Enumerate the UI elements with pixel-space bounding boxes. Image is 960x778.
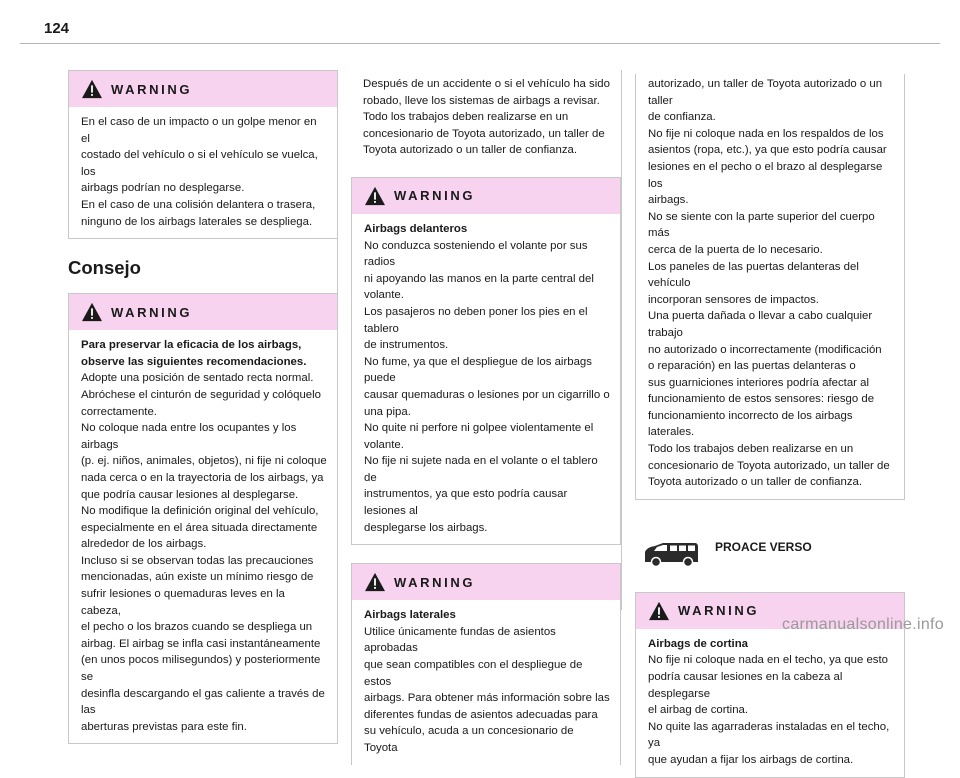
warning-body	[352, 600, 620, 764]
warning-header	[352, 178, 620, 214]
text-line: volante.	[364, 289, 404, 302]
warning-header	[69, 294, 337, 330]
text-line: Incluso si se observan todas las precauciones	[81, 554, 314, 567]
warning-label: WARNING	[394, 574, 476, 590]
text-line: airbags. Para obtener más información sobre las	[364, 692, 610, 705]
text-line: (p. ej. niños, animales, objetos), ni fije ni coloque	[81, 455, 327, 468]
text-line: En el caso de una colisión delantera o trasera,	[81, 198, 316, 211]
text-line: No coloque nada entre los ocupantes y los airbags	[81, 422, 297, 451]
text-line: No conduzca sosteniendo el volante por sus radios	[364, 239, 588, 269]
text-line: ninguno de los airbags laterales se despliega.	[81, 215, 313, 228]
text-line: de instrumentos.	[364, 339, 449, 352]
text-line: no autorizado o incorrectamente (modificación	[648, 343, 882, 356]
section-title: Consejo	[68, 257, 141, 279]
text-line: especialmente en el área situada directamente	[81, 521, 318, 534]
text-line: Toyota autorizado o un taller de confianza.	[648, 476, 863, 489]
text-line: Todo los trabajos deben realizarse en un	[363, 111, 569, 124]
text-line: No fije ni coloque nada en los respaldos de los	[648, 127, 884, 140]
column-1	[68, 70, 338, 744]
text-line: Los pasajeros no deben poner los pies en el tablero	[364, 305, 588, 335]
text-line: robado, lleve los sistemas de airbags a revisar.	[363, 94, 600, 107]
text-line: No se siente con la parte superior del cuerpo más	[648, 210, 875, 240]
continued-text	[351, 74, 621, 167]
text-line: que podría causar lesiones al desplegarse.	[81, 488, 299, 501]
warning-triangle-icon	[81, 302, 103, 322]
text-line: No modifique la definición original del vehículo,	[81, 505, 319, 518]
column-divider	[621, 70, 622, 610]
warning-box-front-airbags	[351, 177, 621, 545]
text-line: No quite ni perfore ni golpee violentamente el	[364, 422, 594, 435]
text-line: lesiones en el pecho o el brazo al desplegarse los	[648, 160, 883, 190]
text-line: Toyota autorizado o un taller de confianza.	[363, 144, 578, 157]
vehicle-row	[635, 526, 905, 580]
warning-body	[636, 629, 904, 777]
van-icon	[641, 538, 701, 568]
text-line: No fije ni coloque nada en el techo, ya que esto	[648, 654, 889, 667]
text-line: podría causar lesiones en la cabeza al desplegarse	[648, 671, 843, 700]
text-line: cerca de la puerta de lo necesario.	[648, 243, 823, 256]
warning-label: WARNING	[111, 81, 193, 97]
text-line: nada cerca o en la trayectoria de los airbags, ya	[81, 471, 324, 484]
text-line: concesionario de Toyota autorizado, un taller de	[648, 459, 890, 472]
text-line: aberturas previstas para este fin.	[81, 720, 247, 733]
text-line: alrededor de los airbags.	[81, 538, 207, 551]
warning-header	[352, 564, 620, 600]
text-line: el airbag de cortina.	[648, 704, 749, 717]
warning-body	[69, 107, 337, 238]
text-line: diferentes fundas de asientos adecuadas para	[364, 708, 598, 721]
warning-triangle-icon	[81, 79, 103, 99]
warning-triangle-icon	[648, 601, 670, 621]
text-line: que sean compatibles con el despliegue de estos	[364, 659, 583, 688]
text-line: correctamente.	[81, 405, 157, 418]
text-line: instrumentos, ya que esto podría causar lesiones al	[364, 488, 568, 518]
warning-label: WARNING	[394, 188, 476, 204]
text-line: autorizado, un taller de Toyota autorizado o un taller	[648, 78, 883, 107]
warning-box-impact	[68, 70, 338, 239]
text-line: el pecho o los brazos cuando se despliega un	[81, 621, 313, 634]
text-line: una pipa.	[364, 405, 411, 418]
text-line: incorporan sensores de impactos.	[648, 293, 819, 306]
text-line: Utilice únicamente fundas de asientos aprobadas	[364, 625, 556, 655]
text-line: sufrir lesiones o quemaduras leves en la cabeza,	[81, 588, 285, 617]
text-line: concesionario de Toyota autorizado, un taller de	[363, 127, 605, 140]
column-divider	[337, 70, 338, 610]
text-line: Los paneles de las puertas delanteras del vehículo	[648, 260, 859, 290]
warning-body	[69, 330, 337, 743]
text-line: airbags podrían no desplegarse.	[81, 182, 245, 195]
vehicle-label: PROACE VERSO	[715, 539, 812, 554]
column-3	[635, 74, 905, 778]
bold-line: observe las siguientes recomendaciones.	[81, 355, 307, 368]
text-line: ni apoyando las manos en la parte central del	[364, 272, 594, 285]
text-line: Después de un accidente o si el vehículo ha sido	[363, 78, 610, 90]
warning-triangle-icon	[364, 186, 386, 206]
bold-line: Para preservar la eficacia de los airbags,	[81, 339, 302, 352]
warning-box-side-airbags	[351, 563, 621, 764]
box-heading: Airbags laterales	[364, 609, 456, 622]
watermark: carmanualsonline.info	[782, 616, 944, 633]
continued-text	[636, 74, 904, 499]
box-heading: Airbags de cortina	[648, 637, 749, 650]
text-line: Adopte una posición de sentado recta normal.	[81, 372, 314, 385]
page-number: 124	[44, 20, 70, 37]
text-line: sus guarniciones interiores podría afectar al	[648, 376, 869, 389]
text-line: costado del vehículo o si el vehículo se vuelca, los	[81, 149, 318, 178]
warning-label: WARNING	[111, 304, 193, 320]
header-rule	[20, 43, 940, 44]
text-line: volante.	[364, 438, 404, 451]
text-line: No fume, ya que el despliegue de los airbags puede	[364, 355, 592, 385]
text-line: Abróchese el cinturón de seguridad y colóquelo	[81, 388, 321, 401]
text-line: de confianza.	[648, 111, 716, 124]
text-line: (en unos pocos milisegundos) y posteriormente se	[81, 654, 321, 684]
warning-box-advice	[68, 293, 338, 744]
continued-box	[635, 74, 905, 500]
text-line: su vehículo, acuda a un concesionario de Toyota	[364, 725, 574, 754]
text-line: causar quemaduras o lesiones por un cigarrillo o	[364, 388, 610, 401]
warning-header	[69, 71, 337, 107]
text-line: Una puerta dañada o llevar a cabo cualquier trabajo	[648, 310, 873, 339]
text-line: desinfla descargando el gas caliente a través de las	[81, 687, 325, 717]
warning-triangle-icon	[364, 572, 386, 592]
warning-body	[352, 214, 620, 544]
text-line: mencionadas, aún existe un mínimo riesgo de	[81, 571, 314, 584]
column-2	[351, 74, 621, 765]
text-line: airbag. El airbag se infla casi instantáneamente	[81, 637, 321, 650]
text-line: No fije ni sujete nada en el volante o el tablero de	[364, 455, 598, 484]
text-line: que ayudan a fijar los airbags de cortina.	[648, 754, 854, 766]
text-line: funcionamiento incorrecto de los airbags laterales.	[648, 409, 853, 439]
text-line: asientos (ropa, etc.), ya que esto podría causar	[648, 144, 887, 157]
text-line: funcionamiento de estos sensores: riesgo de	[648, 393, 875, 406]
text-line: En el caso de un impacto o un golpe menor en el	[81, 116, 317, 145]
warning-label: WARNING	[678, 603, 760, 619]
text-line: No quite las agarraderas instaladas en el techo, ya	[648, 720, 890, 750]
text-line: airbags.	[648, 194, 689, 207]
box-heading: Airbags delanteros	[364, 222, 468, 235]
text-line: o reparación) en las puertas delanteras o	[648, 360, 856, 373]
text-line: desplegarse los airbags.	[364, 521, 488, 534]
text-line: Todo los trabajos deben realizarse en un	[648, 443, 854, 456]
